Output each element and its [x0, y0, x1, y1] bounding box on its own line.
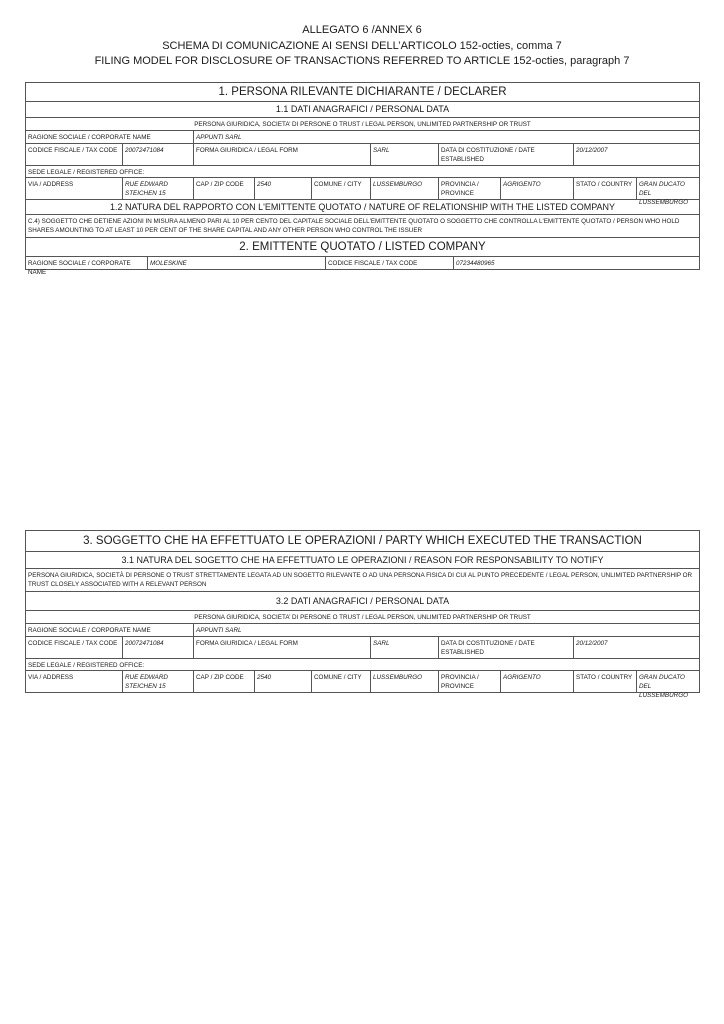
schema-title: SCHEMA DI COMUNICAZIONE AI SENSI DELL’ARTICOLO 152-octies, comma 7 [162, 40, 562, 52]
tax-code-value-3: 20072471084 [123, 637, 194, 658]
registered-office-row-3 [26, 659, 699, 671]
listed-tax-value: 07234480965 [456, 260, 495, 267]
corporate-name-row [26, 131, 699, 144]
legal-form-value-3: SARL [371, 637, 439, 658]
zip-value-3: 2540 [255, 671, 312, 692]
entity-type-row [26, 118, 699, 131]
reason-text: PERSONA GIURIDICA, SOCIETÀ DI PERSONE O TRUST STRETTAMENTE LEGATA AD UN SOGETTO RILEVANTE O AD UNA PERSONA FISICA DI CUI AL PUNTO PRECEDENTE / LEGAL PERSON, UNLIMITED PARTNERSHIP OR TRUST CLOSELY ASSOCIATED WITH A RELEVANT PERSON [28, 572, 693, 588]
section1-title: 1. PERSONA RILEVANTE DICHIARANTE / DECLARER [218, 86, 507, 98]
country-label: STATO / COUNTRY [574, 178, 637, 199]
section3-header [26, 531, 699, 552]
address-label-3: VIA / ADDRESS [26, 671, 123, 692]
legal-form-label-3: FORMA GIURIDICA / LEGAL FORM [194, 637, 371, 658]
zip-label: CAP / ZIP CODE [194, 178, 255, 199]
section3-1-header [26, 552, 699, 569]
listed-name-label: RAGIONE SOCIALE / CORPORATE NAME [26, 257, 148, 269]
address-value: RUE EDWARD STEICHEN 15 [123, 178, 194, 199]
filing-model-title: FILING MODEL FOR DISCLOSURE OF TRANSACTIONS REFERRED TO ARTICLE 152-octies, paragraph 7 [94, 55, 630, 67]
executing-party-table [25, 530, 700, 699]
section3-title: 3. SOGGETTO CHE HA EFFETTUATO LE OPERAZIONI / PARTY WHICH EXECUTED THE TRANSACTION [83, 535, 642, 547]
entity-type-row-3 [26, 611, 699, 624]
relationship-row [26, 215, 699, 238]
listed-tax-label: CODICE FISCALE / TAX CODE [326, 257, 454, 269]
city-label: COMUNE / CITY [312, 178, 371, 199]
reason-row [26, 569, 699, 592]
date-established-value: 20/12/2007 [576, 147, 608, 154]
tax-code-row-3 [26, 637, 699, 659]
corporate-name-value-3: APPUNTI SARL [196, 627, 242, 634]
corporate-name-value: APPUNTI SARL [196, 134, 242, 141]
section3-2-header [26, 592, 699, 611]
legal-form-value: SARL [371, 144, 439, 165]
date-established-value-3: 20/12/2007 [576, 640, 608, 647]
listed-name-value: MOLESKINE [148, 257, 326, 269]
address-value-3: RUE EDWARD STEICHEN 15 [123, 671, 194, 692]
country-value: GRAN DUCATO DEL LUSSEMBURGO [639, 181, 688, 206]
section3-2-title: 3.2 DATI ANAGRAFICI / PERSONAL DATA [275, 596, 450, 606]
province-value-3: AGRIGENTO [501, 671, 574, 692]
address-row-3 [26, 671, 699, 699]
section1-1-title: 1.1 DATI ANAGRAFICI / PERSONAL DATA [275, 104, 450, 114]
province-value: AGRIGENTO [501, 178, 574, 199]
city-label-3: COMUNE / CITY [312, 671, 371, 692]
country-value-3: GRAN DUCATO DEL LUSSEMBURGO [639, 674, 688, 699]
date-established-label: DATA DI COSTITUZIONE / DATE ESTABLISHED [439, 144, 574, 165]
address-label: VIA / ADDRESS [26, 178, 123, 199]
section2-header [26, 238, 699, 257]
section1-2-title: 1.2 NATURA DEL RAPPORTO CON L'EMITTENTE QUOTATO / NATURE OF RELATIONSHIP WITH THE LISTED COMPANY [109, 202, 616, 212]
corporate-name-row-3 [26, 624, 699, 637]
registered-office-label-3: SEDE LEGALE / REGISTERED OFFICE: [28, 662, 145, 669]
date-established-label-3: DATA DI COSTITUZIONE / DATE ESTABLISHED [439, 637, 574, 658]
corporate-name-label: RAGIONE SOCIALE / CORPORATE NAME [26, 131, 194, 143]
city-value-3: LUSSEMBURGO [371, 671, 439, 692]
section1-2-header [26, 200, 699, 215]
section1-header [26, 83, 699, 102]
registered-office-label: SEDE LEGALE / REGISTERED OFFICE: [28, 169, 145, 176]
corporate-name-label-3: RAGIONE SOCIALE / CORPORATE NAME [26, 624, 194, 636]
province-label: PROVINCIA / PROVINCE [439, 178, 501, 199]
country-label-3: STATO / COUNTRY [574, 671, 637, 692]
province-label-3: PROVINCIA / PROVINCE [439, 671, 501, 692]
city-value: LUSSEMBURGO [371, 178, 439, 199]
relationship-text: C.4) SOGGETTO CHE DETIENE AZIONI IN MISURA ALMENO PARI AL 10 PER CENTO DEL CAPITALE SOCIALE DELL'EMITTENTE QUOTATO O SOGGETTO CHE CONTROLLA L'EMITTENTE QUOTATO / PERSON WHO HOLD SHARES AMOUNTING TO AT LEAST 10 PER CENT OF THE SHARE CAPITAL AND ANY OTHER PERSON WHO CONTROL THE ISSUER [28, 218, 680, 234]
section2-title: 2. EMITTENTE QUOTATO / LISTED COMPANY [239, 241, 486, 253]
tax-code-value: 20072471084 [123, 144, 194, 165]
zip-value: 2540 [255, 178, 312, 199]
entity-type-text-3: PERSONA GIURIDICA, SOCIETA’ DI PERSONE O TRUST / LEGAL PERSON, UNLIMITED PARTNERSHIP OR TRUST [194, 614, 531, 621]
annex-title: ALLEGATO 6 /ANNEX 6 [302, 24, 422, 36]
tax-code-row [26, 144, 699, 166]
section3-1-title: 3.1 NATURA DEL SOGETTO CHE HA EFFETTUATO LE OPERAZIONI / REASON FOR RESPONSABILITY TO NOTIFY [121, 555, 604, 565]
address-row [26, 178, 699, 206]
legal-form-label: FORMA GIURIDICA / LEGAL FORM [194, 144, 371, 165]
tax-code-label-3: CODICE FISCALE / TAX CODE [26, 637, 123, 658]
entity-type-text: PERSONA GIURIDICA, SOCIETA’ DI PERSONE O TRUST / LEGAL PERSON, UNLIMITED PARTNERSHIP OR TRUST [194, 121, 531, 128]
zip-label-3: CAP / ZIP CODE [194, 671, 255, 692]
declarer-table [25, 82, 700, 276]
listed-company-row [26, 257, 699, 276]
section1-1-header [26, 102, 699, 118]
tax-code-label: CODICE FISCALE / TAX CODE [26, 144, 123, 165]
registered-office-row [26, 166, 699, 178]
